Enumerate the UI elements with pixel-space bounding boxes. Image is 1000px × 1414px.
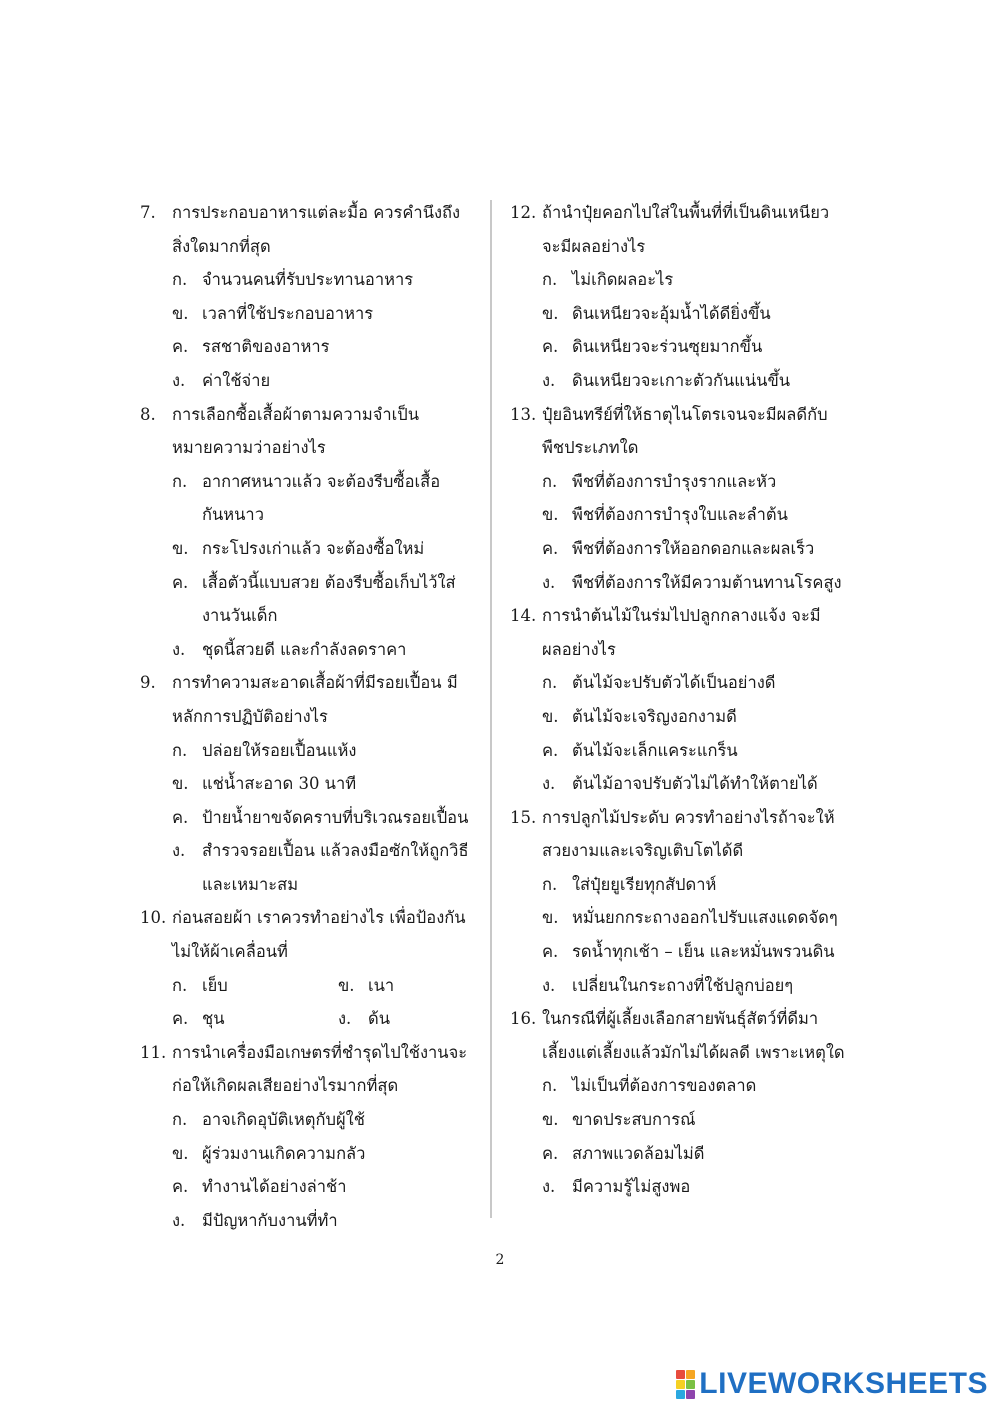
- question-number: 15.: [510, 807, 537, 827]
- option-letter: ง.: [542, 774, 556, 794]
- option-grid: [140, 969, 485, 1036]
- option[interactable]: [510, 1137, 860, 1171]
- option[interactable]: [510, 498, 860, 532]
- option-letter: ค.: [542, 1143, 559, 1163]
- option-text: พืชที่ต้องการให้มีความต้านทานโรคสูง: [572, 572, 842, 592]
- option[interactable]: [510, 734, 860, 768]
- option-letter: ง.: [338, 1009, 352, 1029]
- question-9: [140, 666, 485, 901]
- option-letter: ค.: [172, 807, 189, 827]
- right-column: [510, 196, 860, 1204]
- option[interactable]: [172, 1002, 338, 1036]
- option-letter: ง.: [172, 639, 186, 659]
- question-number: 8.: [140, 404, 156, 424]
- option-text: พืชที่ต้องการให้ออกดอกและผลเร็ว: [572, 538, 815, 558]
- question-14: [510, 599, 860, 801]
- option-text: ไม่เกิดผลอะไร: [572, 270, 674, 290]
- option-text: เวลาที่ใช้ประกอบอาหาร: [202, 303, 374, 323]
- option-text: ต้นไม้อาจปรับตัวไม่ได้ทำให้ตายได้: [572, 774, 818, 794]
- option-letter: ก.: [172, 270, 188, 290]
- page-number: 2: [495, 1252, 505, 1268]
- option-text: ชุน: [202, 1009, 225, 1029]
- question-number: 9.: [140, 673, 156, 693]
- option-text: ต้นไม้จะปรับตัวได้เป็นอย่างดี: [572, 673, 776, 693]
- option-text: สภาพแวดล้อมไม่ดี: [572, 1143, 705, 1163]
- option-text: ขาดประสบการณ์: [572, 1110, 696, 1130]
- option[interactable]: [338, 1002, 504, 1036]
- option-letter: ข.: [542, 706, 559, 726]
- option-letter: ข.: [172, 774, 189, 794]
- option-letter: ข.: [172, 1143, 189, 1163]
- option[interactable]: [172, 969, 338, 1003]
- question-number: 11.: [140, 1042, 167, 1062]
- question-10: [140, 901, 485, 1035]
- option-letter: ข.: [172, 303, 189, 323]
- column-divider: [490, 200, 492, 1218]
- option-letter: ก.: [172, 471, 188, 491]
- option-letter: ก.: [172, 1110, 188, 1130]
- option-letter: ก.: [542, 673, 558, 693]
- option-letter: ข.: [542, 505, 559, 525]
- option-letter: ง.: [172, 1210, 186, 1230]
- option-text: เปลี่ยนในกระถางที่ใช้ปลูกบ่อยๆ: [572, 975, 794, 995]
- option-text: ดินเหนียวจะร่วนซุยมากขึ้น: [572, 337, 763, 357]
- option[interactable]: [140, 364, 485, 398]
- option[interactable]: [510, 868, 860, 902]
- question-text: ถ้านำปุ๋ยคอกไปใส่ในพื้นที่ที่เป็นดินเหนียว: [542, 203, 830, 222]
- question-text: การนำต้นไม้ในร่มไปปลูกกลางแจ้ง จะมี: [542, 606, 821, 626]
- question-text: การทำความสะอาดเสื้อผ้าที่มีรอยเปื้อน มี: [172, 673, 458, 693]
- question-number: 16.: [510, 1009, 537, 1029]
- option[interactable]: [140, 566, 485, 600]
- option-text: ชุดนี้สวยดี และกำลังลดราคา: [202, 639, 407, 659]
- option[interactable]: [510, 532, 860, 566]
- option-text: ปล่อยให้รอยเปื้อนแห้ง: [202, 740, 357, 760]
- question-number: 7.: [140, 203, 156, 222]
- question-text: การเลือกซื้อเสื้อผ้าตามความจำเป็น: [172, 404, 420, 424]
- option-text: งานวันเด็ก: [202, 606, 278, 626]
- liveworksheets-watermark[interactable]: [676, 1364, 988, 1404]
- option-text: มีความรู้ไม่สูงพอ: [572, 1177, 691, 1197]
- question-text: ผลอย่างไร: [542, 639, 616, 659]
- question-text: เลี้ยงแต่เลี้ยงแล้วมักไม่ได้ผลดี เพราะเหตุใด: [542, 1042, 845, 1062]
- option-text: กระโปรงเก่าแล้ว จะต้องซื้อใหม่: [202, 538, 425, 558]
- option-text: เย็บ: [202, 975, 228, 995]
- option-text: ด้น: [368, 1009, 390, 1029]
- option-text: แช่น้ำสะอาด 30 นาที: [202, 774, 357, 794]
- liveworksheets-logo-icon: [676, 1370, 695, 1399]
- option-text: ใส่ปุ๋ยยูเรียทุกสัปดาห์: [572, 874, 717, 894]
- option-text: จำนวนคนที่รับประทานอาหาร: [202, 270, 414, 290]
- question-number: 13.: [510, 404, 537, 424]
- option-text: สำรวจรอยเปื้อน แล้วลงมือซักให้ถูกวิธี: [202, 841, 469, 861]
- option-text: ต้นไม้จะเจริญงอกงามดี: [572, 706, 737, 726]
- question-text: หลักการปฏิบัติอย่างไร: [172, 706, 328, 726]
- option-text: รดน้ำทุกเช้า – เย็น และหมั่นพรวนดิน: [572, 942, 835, 962]
- option[interactable]: [140, 734, 485, 768]
- option[interactable]: [510, 297, 860, 331]
- option[interactable]: [510, 901, 860, 935]
- question-text: ก่อนสอยผ้า เราควรทำอย่างไร เพื่อป้องกัน: [172, 908, 466, 928]
- option-text: ทำงานได้อย่างล่าช้า: [202, 1177, 347, 1197]
- question-text: สวยงามและเจริญเติบโตได้ดี: [542, 841, 744, 861]
- option-letter: ก.: [542, 471, 558, 491]
- option-text: ดินเหนียวจะเกาะตัวกันแน่นขึ้น: [572, 370, 791, 390]
- option-text: หมั่นยกกระถางออกไปรับแสงแดดจัดๆ: [572, 908, 838, 928]
- option-letter: ค.: [542, 942, 559, 962]
- question-13: [510, 398, 860, 600]
- option-letter: ง.: [542, 572, 556, 592]
- option[interactable]: [510, 1170, 860, 1204]
- option-text: ผู้ร่วมงานเกิดความกลัว: [202, 1143, 366, 1163]
- question-7: [140, 196, 485, 398]
- option-letter: ง.: [172, 841, 186, 861]
- option[interactable]: [510, 566, 860, 600]
- question-number: 10.: [140, 908, 167, 928]
- option[interactable]: [140, 1170, 485, 1204]
- question-11: [140, 1036, 485, 1238]
- question-8: [140, 398, 485, 667]
- question-text: ในกรณีที่ผู้เลี้ยงเลือกสายพันธุ์สัตว์ที่ดีมา: [542, 1009, 819, 1029]
- option[interactable]: [140, 263, 485, 297]
- option[interactable]: [140, 1103, 485, 1137]
- option[interactable]: [140, 1204, 485, 1238]
- option-text: และเหมาะสม: [202, 874, 299, 894]
- option-text: เสื้อตัวนี้แบบสวย ต้องรีบซื้อเก็บไว้ใส่: [202, 572, 456, 592]
- option[interactable]: [140, 297, 485, 331]
- option-letter: ก.: [542, 270, 558, 290]
- option-letter: ค.: [172, 1177, 189, 1197]
- option[interactable]: [140, 801, 485, 835]
- option[interactable]: [510, 767, 860, 801]
- option-letter: ง.: [542, 370, 556, 390]
- option-text: ดินเหนียวจะอุ้มน้ำได้ดียิ่งขึ้น: [572, 303, 771, 323]
- option-letter: ค.: [172, 337, 189, 357]
- question-text: การปลูกไม้ประดับ ควรทำอย่างไรถ้าจะให้: [542, 807, 835, 827]
- left-column: [140, 196, 485, 1237]
- option-text: มีปัญหากับงานที่ทำ: [202, 1210, 338, 1230]
- watermark-text: LIVEWORKSHEETS: [699, 1367, 988, 1400]
- option-text: พืชที่ต้องการบำรุงรากและหัว: [572, 471, 777, 491]
- option[interactable]: [510, 364, 860, 398]
- option[interactable]: [140, 330, 485, 364]
- option-text: เนา: [368, 975, 395, 995]
- question-text: ไม่ให้ผ้าเคลื่อนที่: [172, 942, 288, 962]
- option-text: อากาศหนาวแล้ว จะต้องรีบซื้อเสื้อ: [202, 471, 441, 491]
- option-letter: ข.: [542, 303, 559, 323]
- option[interactable]: [140, 532, 485, 566]
- option[interactable]: [510, 263, 860, 297]
- option-letter: ค.: [172, 1009, 189, 1029]
- option-letter: ข.: [172, 538, 189, 558]
- option-text: ต้นไม้จะเล็กแคระแกร็น: [572, 740, 738, 760]
- question-16: [510, 1002, 860, 1204]
- option-text: ป้ายน้ำยาขจัดคราบที่บริเวณรอยเปื้อน: [202, 807, 469, 827]
- option-letter: ก.: [542, 1076, 558, 1096]
- option-letter: ก.: [542, 874, 558, 894]
- option-letter: ค.: [172, 572, 189, 592]
- question-number: 12.: [510, 203, 537, 222]
- question-text: จะมีผลอย่างไร: [542, 236, 646, 256]
- question-text: การประกอบอาหารแต่ละมื้อ ควรคำนึงถึง: [172, 203, 461, 222]
- option[interactable]: [338, 969, 504, 1003]
- option[interactable]: [140, 834, 485, 868]
- option-text: อาจเกิดอุบัติเหตุกับผู้ใช้: [202, 1110, 365, 1130]
- question-15: [510, 801, 860, 1003]
- option[interactable]: [140, 767, 485, 801]
- option-letter: ค.: [542, 337, 559, 357]
- option[interactable]: [510, 1103, 860, 1137]
- option-text: กันหนาว: [202, 505, 264, 525]
- question-text: ปุ๋ยอินทรีย์ที่ให้ธาตุไนโตรเจนจะมีผลดีกับ: [542, 404, 828, 424]
- option[interactable]: [140, 465, 485, 499]
- option-letter: ก.: [172, 975, 188, 995]
- option-letter: ค.: [542, 538, 559, 558]
- question-text: สิ่งใดมากที่สุด: [172, 236, 271, 256]
- option-text: รสชาติของอาหาร: [202, 337, 330, 357]
- option-text: ค่าใช้จ่าย: [202, 370, 271, 390]
- option-letter: ก.: [172, 740, 188, 760]
- question-12: [510, 196, 860, 398]
- question-text: ก่อให้เกิดผลเสียอย่างไรมากที่สุด: [172, 1076, 399, 1096]
- option[interactable]: [510, 666, 860, 700]
- option-text: พืชที่ต้องการบำรุงใบและลำต้น: [572, 505, 788, 525]
- option-letter: ค.: [542, 740, 559, 760]
- option[interactable]: [140, 1137, 485, 1171]
- option[interactable]: [510, 969, 860, 1003]
- question-text: หมายความว่าอย่างไร: [172, 438, 326, 458]
- option[interactable]: [510, 1069, 860, 1103]
- option-letter: ข.: [542, 1110, 559, 1130]
- option-letter: ง.: [542, 1177, 556, 1197]
- option[interactable]: [510, 465, 860, 499]
- option-text: ไม่เป็นที่ต้องการของตลาด: [572, 1076, 757, 1096]
- option-letter: ง.: [172, 370, 186, 390]
- option[interactable]: [140, 633, 485, 667]
- option[interactable]: [510, 700, 860, 734]
- option[interactable]: [510, 935, 860, 969]
- option-letter: ง.: [542, 975, 556, 995]
- option-letter: ข.: [338, 975, 355, 995]
- question-text: พืชประเภทใด: [542, 438, 639, 458]
- option-letter: ข.: [542, 908, 559, 928]
- question-text: การนำเครื่องมือเกษตรที่ชำรุดไปใช้งานจะ: [172, 1042, 468, 1062]
- option[interactable]: [510, 330, 860, 364]
- question-number: 14.: [510, 606, 537, 626]
